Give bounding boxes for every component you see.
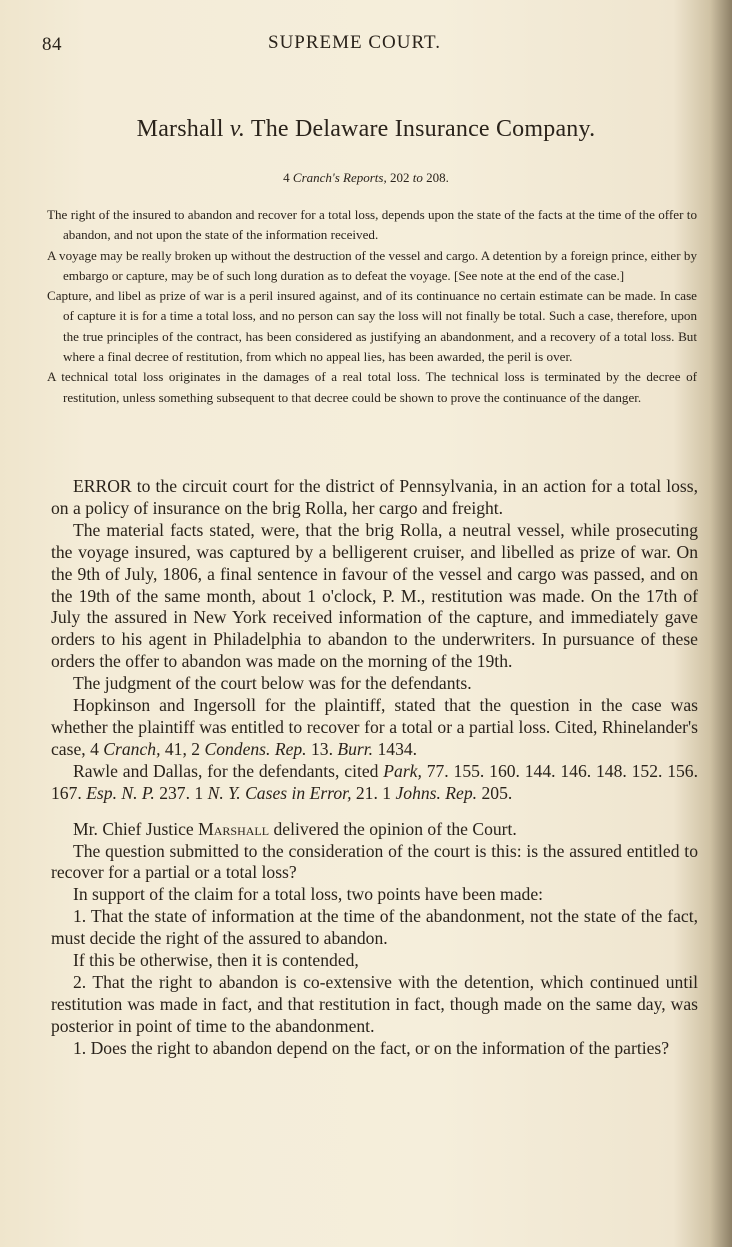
headnote: Capture, and libel as prize of war is a peril insured against, and of its continuance no certain estimate can be made. In case of capture it is for a time a total loss, and no person can say the loss will not finally be total. Such a case, therefore, upon the true principles of the contract, has been considered as justifying an abandonment, and a recovery of a total loss. But where a final decree of restitution, from which no appeal lies, has been awarded, the peril is over.: [47, 288, 697, 365]
text: 13.: [306, 738, 338, 759]
text: 41, 2: [160, 738, 205, 759]
text: Mr. Chief Justice: [73, 818, 199, 839]
cite-ny-cases: N. Y. Cases in Error,: [207, 782, 352, 803]
paragraph-point-1: 1. That the state of information at the time of the abandonment, not the state of the fact, must decide the right of the assured to abandon.: [51, 906, 698, 949]
justice-name: Marshall: [198, 818, 270, 839]
citation-volume: 4: [283, 170, 290, 185]
case-body: [51, 476, 698, 1060]
headnote: A voyage may be really broken up without the destruction of the vessel and cargo. A detention by a foreign prince, either by embargo or capture, may be of such long duration as to defeat the voyage. [See note at the end of the case.]: [47, 247, 697, 283]
cite-park: Park,: [383, 760, 422, 781]
cite-condens: Condens. Rep.: [204, 738, 307, 759]
page-number: 84: [42, 34, 62, 55]
paragraph-opinion-intro: [51, 819, 698, 841]
citation-to: to: [412, 170, 423, 185]
paragraph-points: In support of the claim for a total loss, two points have been made:: [73, 884, 544, 905]
headnote: A technical total loss originates in the damages of a real total loss. The technical loss is terminated by the decree of restitution, unless something subsequent to that decree could be shown to prove the continuance of the danger.: [47, 369, 697, 405]
cite-burr: Burr.: [337, 738, 374, 759]
text: 205.: [477, 782, 513, 803]
citation-end: 208.: [426, 170, 449, 185]
case-plaintiff: Marshall: [136, 116, 224, 142]
text: 21. 1: [351, 782, 396, 803]
paragraph-question-1: 1. Does the right to abandon depend on the fact, or on the information of the parties?: [73, 1037, 670, 1058]
text: 237. 1: [154, 782, 208, 803]
text: 1434.: [373, 738, 418, 759]
paragraph-contended: If this be otherwise, then it is contended,: [73, 950, 359, 971]
paragraph-question: The question submitted to the consideration of the court is this: is the assured entitled to recover for a partial or a total loss?: [51, 840, 698, 883]
running-head: [0, 30, 732, 60]
paragraph-point-2: 2. That the right to abandon is co-extensive with the detention, which continued until restitution was made in fact, and that restitution in fact, though made on the same day, was posterior in point of time to the abandonment.: [51, 971, 698, 1036]
citation-reporter: Cranch's Reports,: [292, 170, 387, 185]
paragraph-defendant-counsel: [51, 761, 698, 805]
cite-cranch: Cranch,: [103, 738, 161, 759]
case-citation: [0, 170, 732, 186]
text: 77. 155. 160. 144. 146. 148. 152. 156. 167.: [51, 760, 699, 803]
citation-start: 202: [389, 170, 410, 185]
paragraph-error: ERROR to the circuit court for the district of Pennsylvania, in an action for a total loss, on a policy of insurance on the brig Rolla, her cargo and freight.: [51, 476, 698, 518]
text: delivered the opinion of the Court.: [269, 818, 517, 839]
cite-esp: Esp. N. P.: [86, 782, 155, 803]
paragraph-facts: The material facts stated, were, that the brig Rolla, a neutral vessel, while prosecuting the voyage insured, was captured by a belligerent cruiser, and libelled as prize of war. On the 9th of July, 1806, a final sentence in favour of the vessel and cargo was passed, and on the 19th of the same month, about 1 o'clock, P. M., restitution was made. On the 17th of July the assured in New York received information of the capture, and immediately gave orders to his agent in Philadelphia to abandon to the underwriters. In pursuance of these orders the offer to abandon was made on the morning of the 19th.: [51, 519, 698, 672]
text: Rawle and Dallas, for the defendants, cited: [73, 760, 384, 781]
paragraph-judgment: The judgment of the court below was for the defendants.: [73, 673, 472, 694]
running-title: SUPREME COURT.: [268, 32, 441, 53]
case-versus: v.: [229, 116, 246, 142]
headnotes: [47, 205, 697, 408]
cite-johns: Johns. Rep.: [395, 782, 478, 803]
text: Hopkinson and Ingersoll for the plaintiff, stated that the question in the case was whether the plaintiff was entitled to recover for a total or a partial loss. Cited, Rhinelander's case, 4: [51, 695, 698, 759]
case-title: [0, 116, 732, 143]
case-defendant: The Delaware Insurance Company.: [250, 116, 596, 142]
paragraph-plaintiff-counsel: [51, 695, 698, 761]
headnote: The right of the insured to abandon and recover for a total loss, depends upon the state of the facts at the time of the offer to abandon, and not upon the state of the information received.: [47, 207, 697, 243]
